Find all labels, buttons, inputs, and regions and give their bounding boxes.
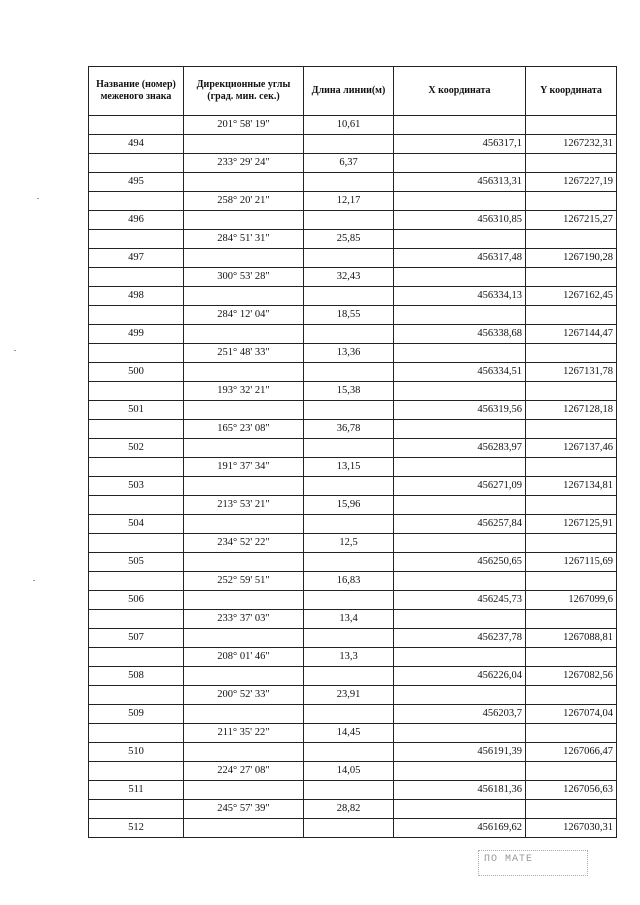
cell-x: 456237,78	[394, 629, 526, 648]
cell-x: 456317,48	[394, 249, 526, 268]
cell-y	[526, 762, 617, 781]
cell-length	[304, 287, 394, 306]
cell-length	[304, 135, 394, 154]
cell-x: 456310,85	[394, 211, 526, 230]
cell-name	[89, 306, 184, 325]
cell-x	[394, 496, 526, 515]
cell-length	[304, 363, 394, 382]
cell-x: 456191,39	[394, 743, 526, 762]
cell-angle	[184, 325, 304, 344]
cell-name	[89, 610, 184, 629]
cell-name: 502	[89, 439, 184, 458]
cell-x: 456226,04	[394, 667, 526, 686]
cell-name	[89, 686, 184, 705]
cell-x	[394, 420, 526, 439]
cell-y: 1267125,91	[526, 515, 617, 534]
cell-length: 15,38	[304, 382, 394, 401]
cell-y	[526, 230, 617, 249]
cell-length: 6,37	[304, 154, 394, 173]
cell-x	[394, 534, 526, 553]
segment-row	[89, 534, 617, 553]
cell-y: 1267227,19	[526, 173, 617, 192]
cell-name	[89, 420, 184, 439]
point-row	[89, 211, 617, 230]
header-y: Y координата	[526, 67, 617, 116]
cell-y	[526, 610, 617, 629]
cell-angle: 233° 37' 03"	[184, 610, 304, 629]
cell-angle	[184, 591, 304, 610]
cell-length: 18,55	[304, 306, 394, 325]
cell-angle	[184, 553, 304, 572]
cell-angle: 245° 57' 39"	[184, 800, 304, 819]
cell-angle: 233° 29' 24"	[184, 154, 304, 173]
cell-name: 508	[89, 667, 184, 686]
cell-name: 510	[89, 743, 184, 762]
cell-length	[304, 249, 394, 268]
faded-stamp: ПО МАТЕ	[478, 850, 588, 876]
cell-y: 1267134,81	[526, 477, 617, 496]
cell-angle: 213° 53' 21"	[184, 496, 304, 515]
cell-name	[89, 382, 184, 401]
cell-length	[304, 173, 394, 192]
cell-x	[394, 344, 526, 363]
point-row	[89, 553, 617, 572]
cell-angle: 201° 58' 19"	[184, 116, 304, 135]
cell-angle: 193° 32' 21"	[184, 382, 304, 401]
cell-name: 504	[89, 515, 184, 534]
cell-length	[304, 553, 394, 572]
cell-length	[304, 819, 394, 838]
cell-name: 505	[89, 553, 184, 572]
cell-y: 1267074,04	[526, 705, 617, 724]
cell-angle	[184, 363, 304, 382]
cell-name: 499	[89, 325, 184, 344]
cell-name: 503	[89, 477, 184, 496]
cell-name: 500	[89, 363, 184, 382]
cell-name	[89, 458, 184, 477]
segment-row	[89, 458, 617, 477]
cell-angle	[184, 743, 304, 762]
segment-row	[89, 420, 617, 439]
cell-length	[304, 743, 394, 762]
cell-y	[526, 420, 617, 439]
header-x: X координата	[394, 67, 526, 116]
cell-angle	[184, 439, 304, 458]
cell-x	[394, 762, 526, 781]
cell-y	[526, 116, 617, 135]
point-row	[89, 173, 617, 192]
cell-angle: 234° 52' 22"	[184, 534, 304, 553]
cell-y: 1267088,81	[526, 629, 617, 648]
cell-length	[304, 211, 394, 230]
cell-x: 456319,56	[394, 401, 526, 420]
cell-angle: 251° 48' 33"	[184, 344, 304, 363]
cell-x: 456250,65	[394, 553, 526, 572]
point-row	[89, 781, 617, 800]
cell-y	[526, 382, 617, 401]
table-body	[89, 116, 617, 838]
cell-name	[89, 192, 184, 211]
cell-angle	[184, 249, 304, 268]
cell-angle	[184, 705, 304, 724]
cell-y: 1267137,46	[526, 439, 617, 458]
cell-x: 456313,31	[394, 173, 526, 192]
segment-row	[89, 116, 617, 135]
cell-angle	[184, 287, 304, 306]
cell-y	[526, 648, 617, 667]
segment-row	[89, 572, 617, 591]
cell-angle: 284° 12' 04"	[184, 306, 304, 325]
cell-length: 13,4	[304, 610, 394, 629]
cell-y: 1267131,78	[526, 363, 617, 382]
cell-angle: 224° 27' 08"	[184, 762, 304, 781]
cell-length	[304, 325, 394, 344]
cell-length	[304, 705, 394, 724]
cell-y	[526, 192, 617, 211]
cell-x	[394, 154, 526, 173]
segment-row	[89, 154, 617, 173]
cell-name: 497	[89, 249, 184, 268]
cell-y	[526, 496, 617, 515]
cell-length	[304, 629, 394, 648]
cell-y	[526, 534, 617, 553]
segment-row	[89, 192, 617, 211]
header-angle: Дирекционные углы (град. мин. сек.)	[184, 67, 304, 116]
cell-name	[89, 154, 184, 173]
cell-length: 12,17	[304, 192, 394, 211]
cell-angle	[184, 781, 304, 800]
cell-angle	[184, 667, 304, 686]
cell-y: 1267066,47	[526, 743, 617, 762]
cell-y: 1267144,47	[526, 325, 617, 344]
cell-name: 501	[89, 401, 184, 420]
segment-row	[89, 496, 617, 515]
cell-name: 512	[89, 819, 184, 838]
cell-angle: 211° 35' 22"	[184, 724, 304, 743]
cell-x	[394, 306, 526, 325]
cell-y	[526, 344, 617, 363]
cell-name	[89, 800, 184, 819]
segment-row	[89, 268, 617, 287]
cell-y	[526, 800, 617, 819]
point-row	[89, 287, 617, 306]
point-row	[89, 629, 617, 648]
cell-x	[394, 724, 526, 743]
point-row	[89, 249, 617, 268]
point-row	[89, 135, 617, 154]
point-row	[89, 325, 617, 344]
cell-angle: 258° 20' 21"	[184, 192, 304, 211]
cell-length: 13,36	[304, 344, 394, 363]
cell-length	[304, 667, 394, 686]
cell-name: 509	[89, 705, 184, 724]
scan-speck	[37, 198, 39, 199]
cell-x: 456283,97	[394, 439, 526, 458]
scan-speck	[33, 580, 35, 581]
cell-name: 494	[89, 135, 184, 154]
cell-angle	[184, 211, 304, 230]
cell-length: 15,96	[304, 496, 394, 515]
cell-name: 506	[89, 591, 184, 610]
cell-length: 16,83	[304, 572, 394, 591]
segment-row	[89, 230, 617, 249]
cell-y	[526, 572, 617, 591]
cell-y: 1267030,31	[526, 819, 617, 838]
cell-length	[304, 781, 394, 800]
cell-name	[89, 268, 184, 287]
cell-length: 36,78	[304, 420, 394, 439]
cell-length: 12,5	[304, 534, 394, 553]
cell-name: 507	[89, 629, 184, 648]
point-row	[89, 477, 617, 496]
boundary-coordinates-table	[88, 66, 617, 838]
point-row	[89, 515, 617, 534]
cell-x	[394, 800, 526, 819]
cell-angle	[184, 135, 304, 154]
point-row	[89, 591, 617, 610]
cell-name: 495	[89, 173, 184, 192]
cell-x	[394, 610, 526, 629]
cell-x: 456271,09	[394, 477, 526, 496]
cell-x: 456203,7	[394, 705, 526, 724]
cell-angle	[184, 477, 304, 496]
segment-row	[89, 800, 617, 819]
table-header	[89, 67, 617, 116]
cell-x: 456245,73	[394, 591, 526, 610]
cell-name	[89, 572, 184, 591]
cell-length	[304, 439, 394, 458]
cell-x: 456169,62	[394, 819, 526, 838]
cell-y: 1267215,27	[526, 211, 617, 230]
cell-x	[394, 686, 526, 705]
cell-x: 456181,36	[394, 781, 526, 800]
cell-name	[89, 230, 184, 249]
cell-angle	[184, 819, 304, 838]
cell-angle: 191° 37' 34"	[184, 458, 304, 477]
cell-length	[304, 477, 394, 496]
cell-name	[89, 762, 184, 781]
cell-angle: 300° 53' 28"	[184, 268, 304, 287]
cell-name	[89, 496, 184, 515]
cell-angle: 200° 52' 33"	[184, 686, 304, 705]
cell-x: 456338,68	[394, 325, 526, 344]
cell-length: 25,85	[304, 230, 394, 249]
cell-length: 23,91	[304, 686, 394, 705]
cell-y	[526, 458, 617, 477]
cell-x	[394, 230, 526, 249]
cell-x	[394, 458, 526, 477]
cell-x	[394, 648, 526, 667]
cell-y	[526, 306, 617, 325]
segment-row	[89, 648, 617, 667]
segment-row	[89, 382, 617, 401]
segment-row	[89, 344, 617, 363]
cell-y	[526, 154, 617, 173]
header-length: Длина линии(м)	[304, 67, 394, 116]
cell-y	[526, 724, 617, 743]
cell-x	[394, 116, 526, 135]
cell-name: 496	[89, 211, 184, 230]
segment-row	[89, 762, 617, 781]
cell-y	[526, 268, 617, 287]
cell-name	[89, 534, 184, 553]
cell-name	[89, 116, 184, 135]
point-row	[89, 401, 617, 420]
cell-x	[394, 268, 526, 287]
cell-y: 1267115,69	[526, 553, 617, 572]
cell-angle	[184, 173, 304, 192]
cell-length	[304, 515, 394, 534]
cell-length: 13,3	[304, 648, 394, 667]
point-row	[89, 819, 617, 838]
cell-angle: 208° 01' 46"	[184, 648, 304, 667]
segment-row	[89, 686, 617, 705]
cell-length: 28,82	[304, 800, 394, 819]
segment-row	[89, 724, 617, 743]
scan-speck	[14, 350, 16, 351]
cell-y: 1267128,18	[526, 401, 617, 420]
cell-x	[394, 382, 526, 401]
point-row	[89, 705, 617, 724]
cell-x	[394, 572, 526, 591]
cell-x: 456334,51	[394, 363, 526, 382]
cell-angle: 252° 59' 51"	[184, 572, 304, 591]
segment-row	[89, 306, 617, 325]
cell-angle	[184, 515, 304, 534]
point-row	[89, 439, 617, 458]
cell-x	[394, 192, 526, 211]
segment-row	[89, 610, 617, 629]
header-row	[89, 67, 617, 116]
cell-angle	[184, 629, 304, 648]
cell-y: 1267190,28	[526, 249, 617, 268]
cell-x: 456317,1	[394, 135, 526, 154]
cell-name	[89, 648, 184, 667]
cell-length: 13,15	[304, 458, 394, 477]
cell-x: 456334,13	[394, 287, 526, 306]
cell-length: 32,43	[304, 268, 394, 287]
cell-length: 14,45	[304, 724, 394, 743]
cell-length: 14,05	[304, 762, 394, 781]
cell-y: 1267232,31	[526, 135, 617, 154]
cell-name: 511	[89, 781, 184, 800]
cell-x: 456257,84	[394, 515, 526, 534]
cell-name	[89, 724, 184, 743]
cell-name: 498	[89, 287, 184, 306]
point-row	[89, 667, 617, 686]
header-name: Название (номер) меженого знака	[89, 67, 184, 116]
cell-y: 1267056,63	[526, 781, 617, 800]
cell-y: 1267082,56	[526, 667, 617, 686]
point-row	[89, 743, 617, 762]
cell-length: 10,61	[304, 116, 394, 135]
point-row	[89, 363, 617, 382]
cell-angle: 165° 23' 08"	[184, 420, 304, 439]
cell-length	[304, 401, 394, 420]
cell-length	[304, 591, 394, 610]
cell-angle: 284° 51' 31"	[184, 230, 304, 249]
cell-y	[526, 686, 617, 705]
cell-angle	[184, 401, 304, 420]
cell-name	[89, 344, 184, 363]
cell-y: 1267099,6	[526, 591, 617, 610]
cell-y: 1267162,45	[526, 287, 617, 306]
